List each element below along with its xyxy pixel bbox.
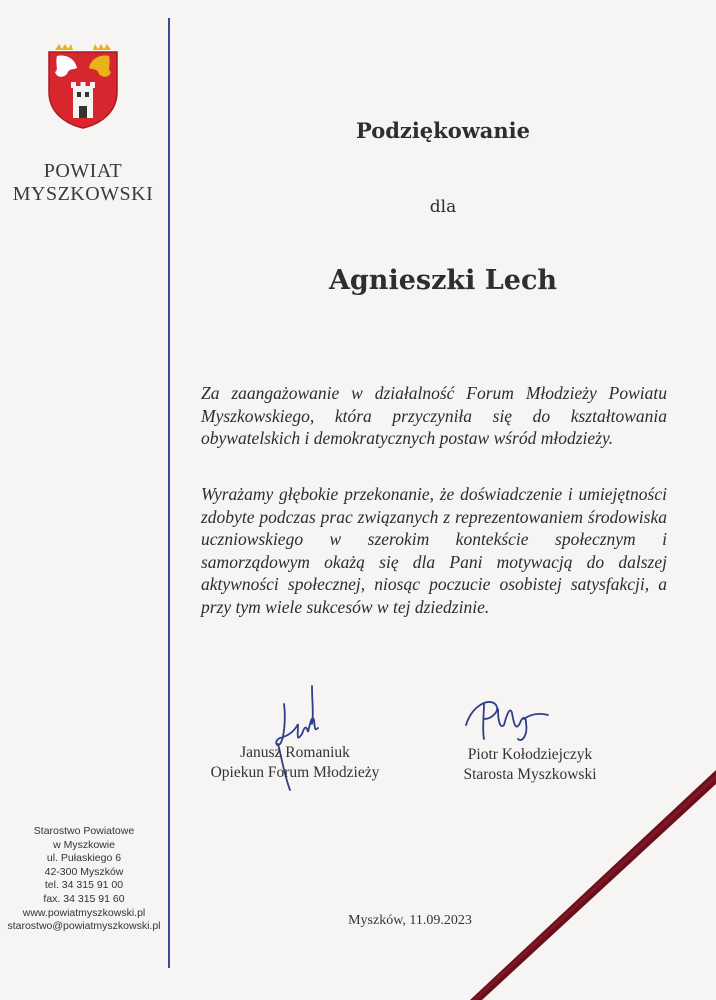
county-name-line2: MYSZKOWSKI (12, 183, 154, 205)
preposition-text: dla (429, 197, 457, 217)
address-line: Starostwo Powiatowe (33, 825, 135, 837)
office-address (2, 825, 166, 934)
address-line: ul. Pułaskiego 6 (46, 852, 122, 865)
place-date: Myszków, 11.09.2023 (348, 913, 472, 928)
signatory-right-name: Piotr Kołodziejczyk (467, 746, 593, 763)
address-line: www.powiatmyszkowski.pl (22, 906, 146, 919)
body-paragraph-2: Wyrażamy głębokie przekonanie, że doświadczenie i umiejętności zdobyte podczas prac związanych z reprezentowaniem środowiska uczniowskiego w szerokim kontekście społecznym i samorządowym okażą się dla Pani motywacją do dalszej aktywności społecznej, niosąc poczucie osobistej satysfakcji, a przy tym wiele sukcesów w tej dziedzinie. (201, 484, 667, 617)
signatory-left-name: Janusz Romaniuk (240, 744, 350, 761)
divider-line (168, 18, 170, 968)
document-heading: Podziękowanie (355, 118, 531, 143)
address-line: starostwo@powiatmyszkowski.pl (7, 920, 161, 933)
county-name-line1: POWIAT (43, 160, 123, 182)
address-line: 42-300 Myszków (44, 865, 124, 878)
signatory-left-role: Opiekun Forum Młodzieży (210, 764, 380, 781)
address-line: w Myszkowie (53, 838, 115, 851)
address-line: fax. 34 315 91 60 (43, 892, 125, 905)
address-line: tel. 34 315 91 00 (44, 879, 124, 892)
body-paragraph-1: Za zaangażowanie w działalność Forum Młodzieży Powiatu Myszkowskiego, która przyczyniła się do kształtowania obywatelskich i demokratycznych postaw wśród młodzieży. (201, 383, 667, 448)
signature-right-mark (462, 695, 552, 745)
signatory-left (200, 743, 390, 783)
recipient-name: Agnieszki Lech (328, 265, 558, 296)
ribbon-decoration (470, 770, 716, 1000)
coat-of-arms-icon (45, 44, 121, 130)
signatory-right-role: Starosta Myszkowski (463, 766, 597, 783)
